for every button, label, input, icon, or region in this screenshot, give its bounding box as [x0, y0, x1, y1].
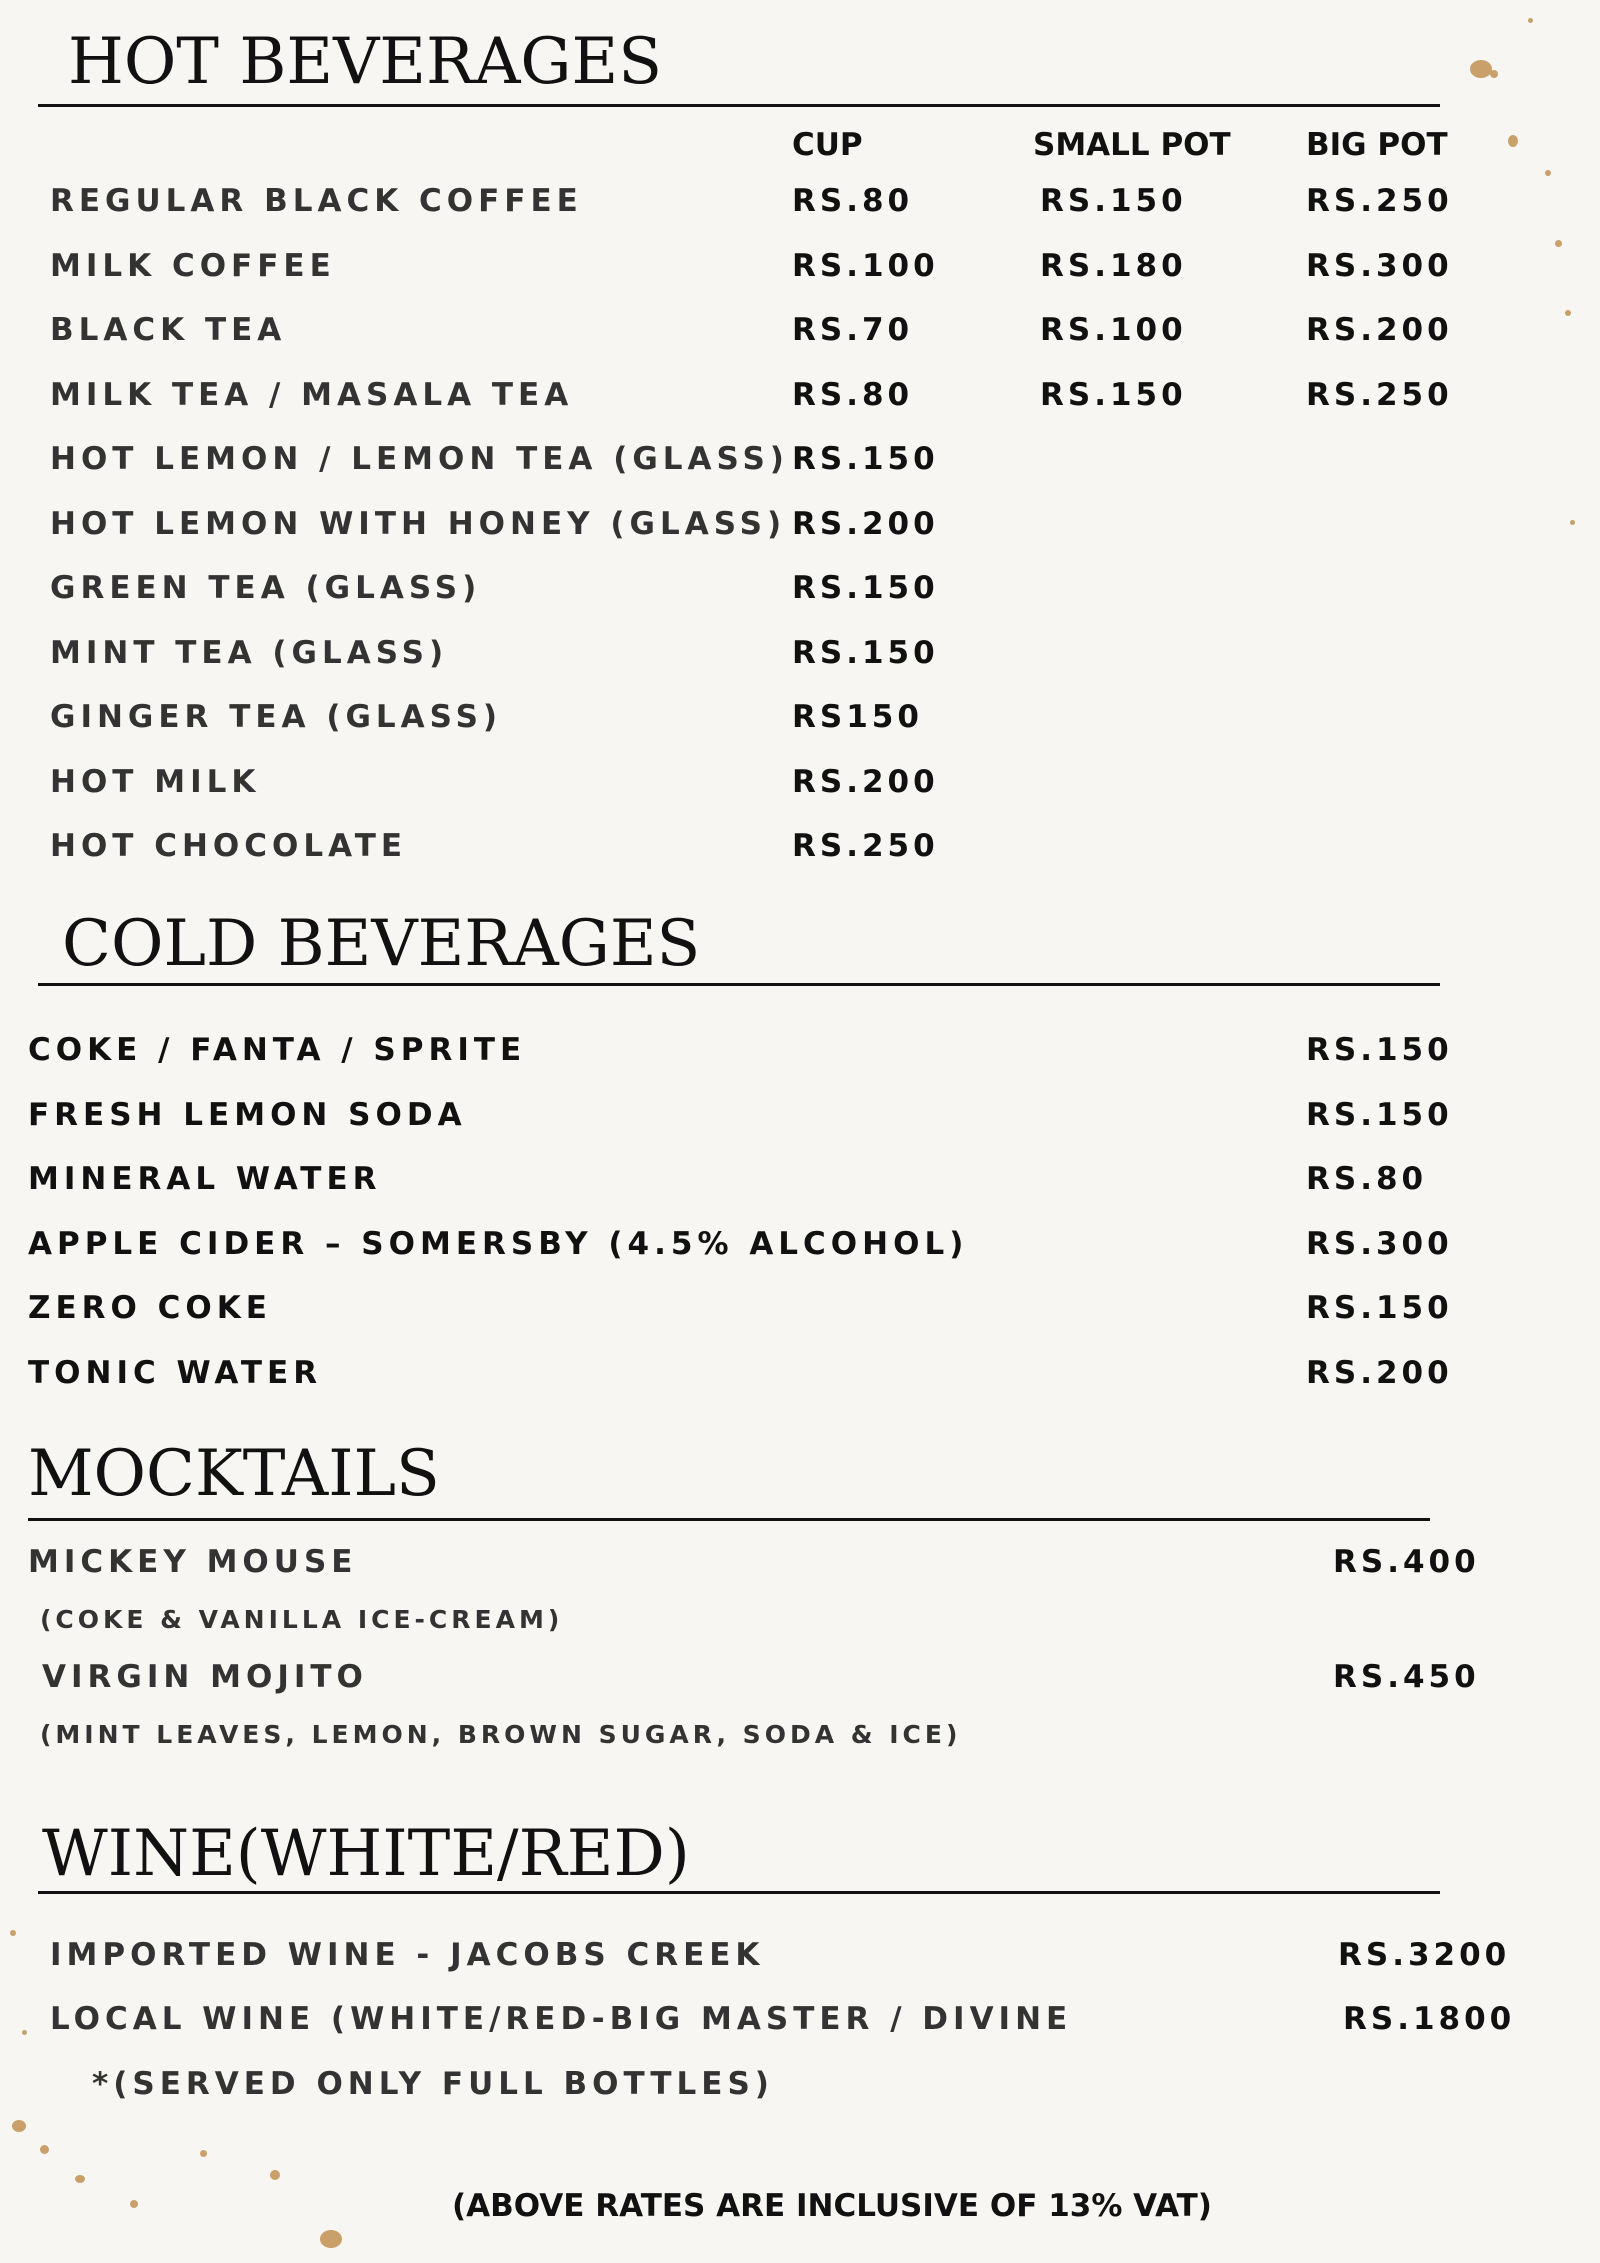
hot-item-cup-price: RS.200	[792, 506, 939, 542]
speckle	[75, 2175, 85, 2183]
wine-serving-note: *(SERVED ONLY FULL BOTTLES)	[92, 2066, 774, 2102]
vat-footer-note: (ABOVE RATES ARE INCLUSIVE OF 13% VAT)	[452, 2188, 1212, 2224]
hot-item-big-pot-price: RS.250	[1306, 183, 1453, 219]
hot-item-cup-price: RS.80	[792, 377, 914, 413]
hot-item-cup-price: RS.150	[792, 570, 939, 606]
hot-item-small-pot-price: RS.150	[1040, 183, 1187, 219]
hot-item-cup-price: RS.200	[792, 764, 939, 800]
cold-beverages-divider	[38, 983, 1440, 986]
hot-item-name: GREEN TEA (GLASS)	[50, 570, 482, 606]
cold-item-price: RS.150	[1306, 1032, 1453, 1068]
hot-item-name: HOT LEMON WITH HONEY (GLASS)	[50, 506, 787, 542]
hot-item-cup-price: RS.70	[792, 312, 914, 348]
wine-item-price: RS.3200	[1338, 1937, 1511, 1973]
speckle	[22, 2030, 27, 2035]
hot-item-name: REGULAR BLACK COFFEE	[50, 183, 583, 219]
cold-beverages-heading: COLD BEVERAGES	[62, 907, 701, 981]
hot-item-name: HOT LEMON / LEMON TEA (GLASS)	[50, 441, 789, 477]
speckle	[40, 2145, 49, 2154]
cold-item-price: RS.200	[1306, 1355, 1453, 1391]
hot-item-name: HOT MILK	[50, 764, 261, 800]
speckle	[320, 2230, 342, 2248]
cold-item-price: RS.150	[1306, 1290, 1453, 1326]
wine-item-price: RS.1800	[1343, 2001, 1516, 2037]
hot-item-big-pot-price: RS.200	[1306, 312, 1453, 348]
hot-item-cup-price: RS.150	[792, 635, 939, 671]
mocktail-name: MICKEY MOUSE	[28, 1544, 358, 1580]
hot-beverages-divider	[38, 104, 1440, 107]
speckle	[1528, 18, 1533, 23]
hot-item-name: MINT TEA (GLASS)	[50, 635, 449, 671]
speckle	[200, 2150, 207, 2157]
cold-item-name: MINERAL WATER	[28, 1161, 382, 1197]
mocktails-heading: MOCKTAILS	[28, 1437, 440, 1511]
cold-item-name: ZERO COKE	[28, 1290, 272, 1326]
speckle	[1490, 70, 1498, 78]
hot-item-small-pot-price: RS.150	[1040, 377, 1187, 413]
mocktails-divider	[28, 1518, 1430, 1521]
hot-item-cup-price: RS.80	[792, 183, 914, 219]
hot-item-cup-price: RS.150	[792, 441, 939, 477]
hot-item-name: MILK TEA / MASALA TEA	[50, 377, 574, 413]
hot-item-name: HOT CHOCOLATE	[50, 828, 408, 864]
column-header-big-pot: BIG POT	[1306, 127, 1448, 163]
mocktail-description: (COKE & VANILLA ICE-CREAM)	[40, 1605, 564, 1634]
hot-item-big-pot-price: RS.250	[1306, 377, 1453, 413]
mocktail-price: RS.400	[1333, 1544, 1480, 1580]
hot-item-cup-price: RS150	[792, 699, 923, 735]
mocktail-price: RS.450	[1333, 1659, 1480, 1695]
cold-item-name: COKE / FANTA / SPRITE	[28, 1032, 527, 1068]
column-header-small-pot: SMALL POT	[1033, 127, 1231, 163]
hot-item-small-pot-price: RS.180	[1040, 248, 1187, 284]
speckle	[270, 2170, 280, 2180]
column-header-cup: CUP	[792, 127, 863, 163]
wine-divider	[38, 1891, 1440, 1894]
speckle	[12, 2120, 26, 2132]
hot-item-cup-price: RS.100	[792, 248, 939, 284]
wine-item-name: IMPORTED WINE - JACOBS CREEK	[50, 1937, 765, 1973]
hot-beverages-heading: HOT BEVERAGES	[68, 25, 663, 99]
hot-item-name: BLACK TEA	[50, 312, 287, 348]
speckle	[10, 1930, 16, 1936]
cold-item-price: RS.80	[1306, 1161, 1428, 1197]
speckle	[1470, 60, 1492, 78]
hot-item-cup-price: RS.250	[792, 828, 939, 864]
cold-item-name: FRESH LEMON SODA	[28, 1097, 467, 1133]
speckle	[1545, 170, 1551, 176]
speckle	[1508, 135, 1518, 147]
cold-item-name: APPLE CIDER – SOMERSBY (4.5% ALCOHOL)	[28, 1226, 969, 1262]
hot-item-big-pot-price: RS.300	[1306, 248, 1453, 284]
speckle	[1570, 520, 1575, 525]
hot-item-name: GINGER TEA (GLASS)	[50, 699, 503, 735]
mocktail-name: VIRGIN MOJITO	[42, 1659, 368, 1695]
mocktail-description: (MINT LEAVES, LEMON, BROWN SUGAR, SODA & ICE)	[40, 1720, 962, 1749]
hot-item-name: MILK COFFEE	[50, 248, 336, 284]
cold-item-price: RS.150	[1306, 1097, 1453, 1133]
cold-item-price: RS.300	[1306, 1226, 1453, 1262]
speckle	[130, 2200, 138, 2208]
wine-item-name: LOCAL WINE (WHITE/RED-BIG MASTER / DIVINE	[50, 2001, 1073, 2037]
speckle	[1565, 310, 1571, 316]
hot-item-small-pot-price: RS.100	[1040, 312, 1187, 348]
wine-heading: WINE(WHITE/RED)	[42, 1817, 690, 1891]
speckle	[1555, 240, 1562, 247]
cold-item-name: TONIC WATER	[28, 1355, 323, 1391]
